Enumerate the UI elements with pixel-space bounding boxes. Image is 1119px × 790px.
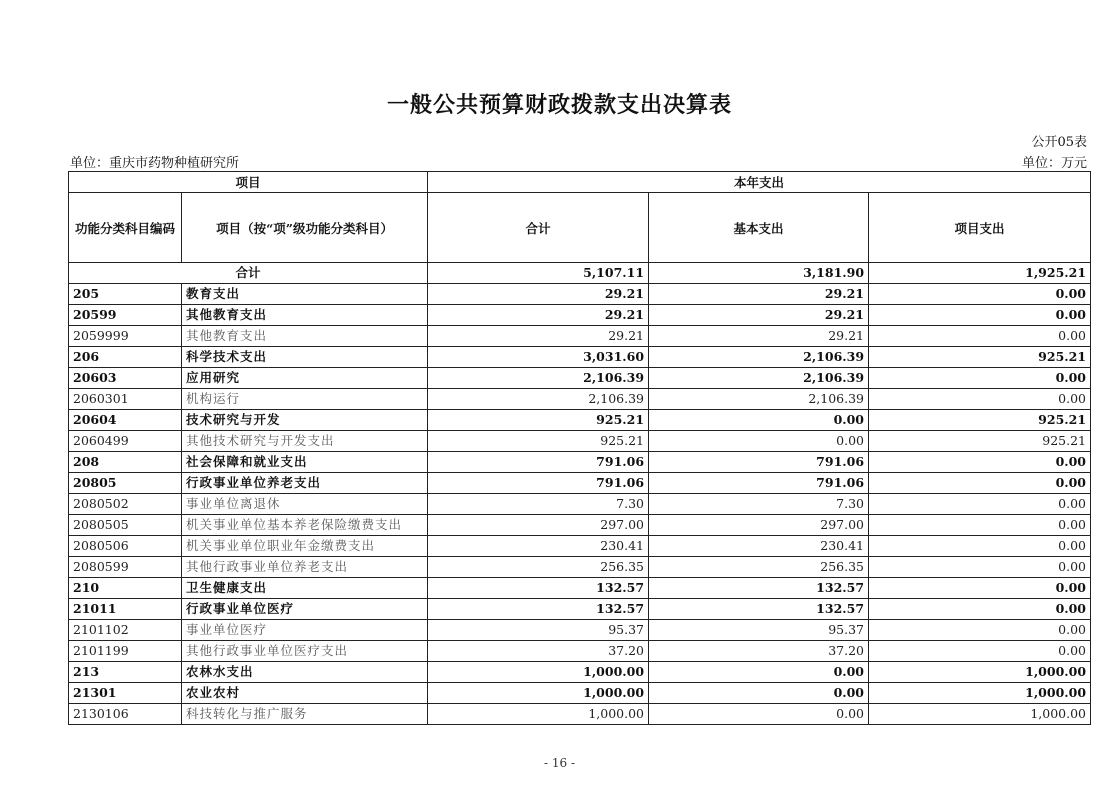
header-group-project: 项目 bbox=[69, 172, 428, 193]
total-sum: 5,107.11 bbox=[428, 263, 649, 284]
row-name: 技术研究与开发 bbox=[182, 410, 428, 431]
table-row bbox=[69, 431, 1091, 452]
row-basic: 2,106.39 bbox=[649, 389, 869, 410]
row-total: 297.00 bbox=[428, 515, 649, 536]
row-project: 925.21 bbox=[869, 347, 1091, 368]
table-row bbox=[69, 683, 1091, 704]
row-name: 机构运行 bbox=[182, 389, 428, 410]
row-code: 2060301 bbox=[69, 389, 182, 410]
row-total: 95.37 bbox=[428, 620, 649, 641]
row-total: 132.57 bbox=[428, 599, 649, 620]
row-code: 2101199 bbox=[69, 641, 182, 662]
total-label: 合计 bbox=[69, 263, 428, 284]
row-name: 机关事业单位职业年金缴费支出 bbox=[182, 536, 428, 557]
row-total: 791.06 bbox=[428, 473, 649, 494]
table-row bbox=[69, 473, 1091, 494]
table-row bbox=[69, 389, 1091, 410]
row-total: 3,031.60 bbox=[428, 347, 649, 368]
column-header-basic: 基本支出 bbox=[649, 193, 869, 263]
row-name: 科学技术支出 bbox=[182, 347, 428, 368]
row-code: 2080506 bbox=[69, 536, 182, 557]
expenditure-table bbox=[68, 171, 1091, 725]
row-total: 2,106.39 bbox=[428, 389, 649, 410]
total-basic: 3,181.90 bbox=[649, 263, 869, 284]
row-project: 0.00 bbox=[869, 326, 1091, 347]
table-row bbox=[69, 578, 1091, 599]
row-project: 0.00 bbox=[869, 515, 1091, 536]
column-header-code: 功能分类科目编码 bbox=[69, 193, 182, 263]
column-header-name: 项目（按“项”级功能分类科目） bbox=[182, 193, 428, 263]
table-row bbox=[69, 515, 1091, 536]
row-total: 7.30 bbox=[428, 494, 649, 515]
row-code: 205 bbox=[69, 284, 182, 305]
row-project: 0.00 bbox=[869, 557, 1091, 578]
row-project: 1,000.00 bbox=[869, 704, 1091, 725]
table-row bbox=[69, 494, 1091, 515]
row-code: 20599 bbox=[69, 305, 182, 326]
row-project: 0.00 bbox=[869, 368, 1091, 389]
organization-unit: 单位：重庆市药物种植研究所 bbox=[70, 156, 240, 171]
table-row bbox=[69, 641, 1091, 662]
row-name: 应用研究 bbox=[182, 368, 428, 389]
row-total: 925.21 bbox=[428, 410, 649, 431]
row-basic: 230.41 bbox=[649, 536, 869, 557]
row-total: 37.20 bbox=[428, 641, 649, 662]
row-name: 教育支出 bbox=[182, 284, 428, 305]
row-code: 210 bbox=[69, 578, 182, 599]
page-title: 一般公共预算财政拨款支出决算表 bbox=[386, 92, 732, 118]
row-basic: 0.00 bbox=[649, 662, 869, 683]
row-name: 行政事业单位医疗 bbox=[182, 599, 428, 620]
row-total: 1,000.00 bbox=[428, 683, 649, 704]
row-total: 29.21 bbox=[428, 284, 649, 305]
table-row bbox=[69, 326, 1091, 347]
row-code: 21011 bbox=[69, 599, 182, 620]
row-total: 1,000.00 bbox=[428, 704, 649, 725]
row-code: 213 bbox=[69, 662, 182, 683]
row-code: 21301 bbox=[69, 683, 182, 704]
table-row bbox=[69, 599, 1091, 620]
row-name: 其他行政事业单位医疗支出 bbox=[182, 641, 428, 662]
row-basic: 37.20 bbox=[649, 641, 869, 662]
form-number: 公开05表 bbox=[1031, 135, 1087, 150]
header-column-row bbox=[69, 193, 1091, 263]
table-row bbox=[69, 536, 1091, 557]
table-row bbox=[69, 368, 1091, 389]
row-basic: 95.37 bbox=[649, 620, 869, 641]
column-header-total: 合计 bbox=[428, 193, 649, 263]
row-name: 社会保障和就业支出 bbox=[182, 452, 428, 473]
row-basic: 2,106.39 bbox=[649, 347, 869, 368]
row-basic: 297.00 bbox=[649, 515, 869, 536]
row-code: 20603 bbox=[69, 368, 182, 389]
row-name: 农业农村 bbox=[182, 683, 428, 704]
row-basic: 132.57 bbox=[649, 599, 869, 620]
row-name: 其他教育支出 bbox=[182, 326, 428, 347]
row-project: 0.00 bbox=[869, 284, 1091, 305]
column-header-project: 项目支出 bbox=[869, 193, 1091, 263]
row-total: 256.35 bbox=[428, 557, 649, 578]
header-group-row bbox=[69, 172, 1091, 193]
table-row bbox=[69, 452, 1091, 473]
row-basic: 0.00 bbox=[649, 683, 869, 704]
table-row bbox=[69, 347, 1091, 368]
total-row bbox=[69, 263, 1091, 284]
row-basic: 791.06 bbox=[649, 452, 869, 473]
table-row bbox=[69, 284, 1091, 305]
row-project: 0.00 bbox=[869, 389, 1091, 410]
total-project: 1,925.21 bbox=[869, 263, 1091, 284]
row-basic: 29.21 bbox=[649, 305, 869, 326]
row-name: 其他行政事业单位养老支出 bbox=[182, 557, 428, 578]
row-total: 1,000.00 bbox=[428, 662, 649, 683]
row-name: 农林水支出 bbox=[182, 662, 428, 683]
row-total: 230.41 bbox=[428, 536, 649, 557]
row-name: 其他技术研究与开发支出 bbox=[182, 431, 428, 452]
row-basic: 132.57 bbox=[649, 578, 869, 599]
row-code: 2060499 bbox=[69, 431, 182, 452]
row-basic: 791.06 bbox=[649, 473, 869, 494]
row-name: 其他教育支出 bbox=[182, 305, 428, 326]
row-total: 791.06 bbox=[428, 452, 649, 473]
table-row bbox=[69, 305, 1091, 326]
row-code: 208 bbox=[69, 452, 182, 473]
row-total: 29.21 bbox=[428, 305, 649, 326]
row-total: 29.21 bbox=[428, 326, 649, 347]
row-basic: 7.30 bbox=[649, 494, 869, 515]
row-total: 925.21 bbox=[428, 431, 649, 452]
row-code: 2080505 bbox=[69, 515, 182, 536]
row-project: 0.00 bbox=[869, 536, 1091, 557]
row-project: 0.00 bbox=[869, 305, 1091, 326]
row-project: 0.00 bbox=[869, 641, 1091, 662]
row-name: 机关事业单位基本养老保险缴费支出 bbox=[182, 515, 428, 536]
row-basic: 0.00 bbox=[649, 410, 869, 431]
row-project: 0.00 bbox=[869, 452, 1091, 473]
row-project: 0.00 bbox=[869, 599, 1091, 620]
row-code: 20805 bbox=[69, 473, 182, 494]
row-project: 0.00 bbox=[869, 473, 1091, 494]
row-project: 0.00 bbox=[869, 620, 1091, 641]
row-code: 2080599 bbox=[69, 557, 182, 578]
row-project: 925.21 bbox=[869, 431, 1091, 452]
row-name: 科技转化与推广服务 bbox=[182, 704, 428, 725]
row-basic: 0.00 bbox=[649, 704, 869, 725]
row-total: 2,106.39 bbox=[428, 368, 649, 389]
row-project: 1,000.00 bbox=[869, 683, 1091, 704]
row-project: 1,000.00 bbox=[869, 662, 1091, 683]
table-row bbox=[69, 620, 1091, 641]
table-row bbox=[69, 704, 1091, 725]
page-number: - 16 - bbox=[543, 756, 575, 770]
row-project: 0.00 bbox=[869, 494, 1091, 515]
row-name: 事业单位离退休 bbox=[182, 494, 428, 515]
row-code: 20604 bbox=[69, 410, 182, 431]
row-project: 925.21 bbox=[869, 410, 1091, 431]
row-total: 132.57 bbox=[428, 578, 649, 599]
row-basic: 0.00 bbox=[649, 431, 869, 452]
row-basic: 2,106.39 bbox=[649, 368, 869, 389]
table-row bbox=[69, 662, 1091, 683]
row-code: 2059999 bbox=[69, 326, 182, 347]
row-code: 2101102 bbox=[69, 620, 182, 641]
row-name: 事业单位医疗 bbox=[182, 620, 428, 641]
row-basic: 256.35 bbox=[649, 557, 869, 578]
table-row bbox=[69, 557, 1091, 578]
table-row bbox=[69, 410, 1091, 431]
row-name: 行政事业单位养老支出 bbox=[182, 473, 428, 494]
row-project: 0.00 bbox=[869, 578, 1091, 599]
row-code: 2130106 bbox=[69, 704, 182, 725]
row-basic: 29.21 bbox=[649, 326, 869, 347]
currency-unit: 单位：万元 bbox=[1021, 156, 1087, 171]
row-code: 206 bbox=[69, 347, 182, 368]
row-basic: 29.21 bbox=[649, 284, 869, 305]
row-code: 2080502 bbox=[69, 494, 182, 515]
header-group-current-year: 本年支出 bbox=[428, 172, 1091, 193]
row-name: 卫生健康支出 bbox=[182, 578, 428, 599]
